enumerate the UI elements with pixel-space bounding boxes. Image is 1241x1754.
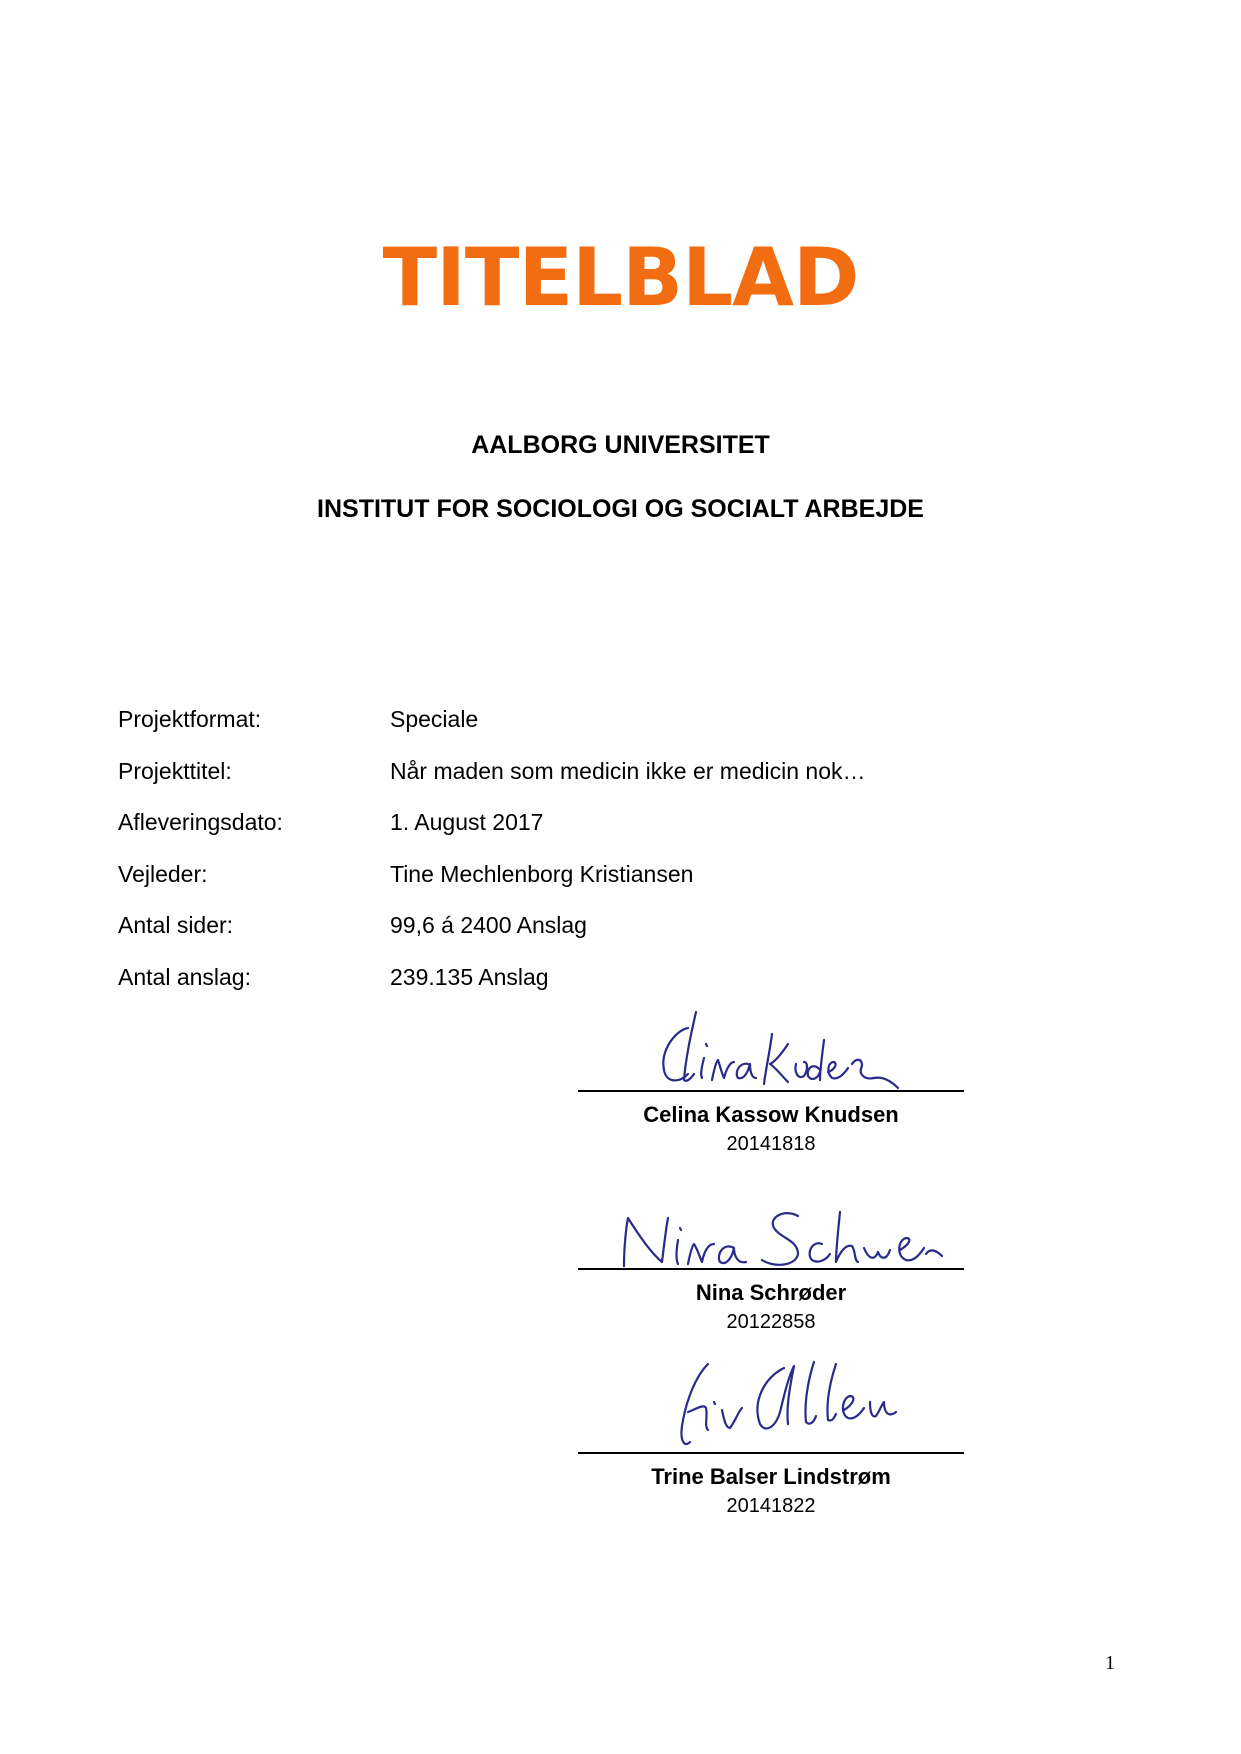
- info-value: Når maden som medicin ikke er medicin nok…: [390, 757, 866, 784]
- info-label: Projektformat:: [118, 706, 262, 732]
- handwritten-signature: [608, 1198, 948, 1274]
- signatory-name: Trine Balser Lindstrøm: [651, 1464, 891, 1489]
- student-id: 20122858: [726, 1311, 816, 1333]
- info-row-projekttitel: [118, 757, 1018, 812]
- info-label: Antal anslag:: [118, 963, 251, 990]
- info-value: Speciale: [390, 706, 479, 732]
- handwritten-signature: [664, 1356, 924, 1456]
- info-row-projektformat: [118, 708, 1018, 760]
- info-value: 239.135 Anslag: [390, 963, 549, 990]
- institute-name: INSTITUT FOR SOCIOLOGI OG SOCIALT ARBEJDE: [317, 495, 924, 523]
- signature-line: [578, 1452, 964, 1454]
- info-label: Afleveringsdato:: [118, 809, 283, 835]
- university-name: AALBORG UNIVERSITET: [471, 431, 770, 459]
- page-title: TITELBLAD: [382, 231, 859, 324]
- signature-block-celina: [578, 1000, 964, 1160]
- info-row-vejleder: [118, 860, 1018, 915]
- info-value: 99,6 á 2400 Anslag: [390, 912, 587, 938]
- info-value: Tine Mechlenborg Kristiansen: [390, 860, 694, 887]
- student-id: 20141818: [726, 1133, 816, 1155]
- signature-line: [578, 1268, 964, 1270]
- info-row-afleveringsdato: [118, 811, 1018, 863]
- student-id: 20141822: [726, 1495, 816, 1517]
- handwritten-signature: [648, 1000, 908, 1096]
- info-label: Antal sider:: [118, 912, 234, 938]
- project-info-list: [118, 708, 1018, 1017]
- info-label: Projekttitel:: [118, 757, 232, 784]
- signature-block-trine: [578, 1356, 964, 1516]
- signature-block-nina: [578, 1198, 964, 1338]
- signatory-name: Celina Kassow Knudsen: [643, 1102, 899, 1127]
- info-label: Vejleder:: [118, 860, 208, 887]
- signatory-name: Nina Schrøder: [695, 1280, 847, 1305]
- signature-line: [578, 1090, 964, 1092]
- info-value: 1. August 2017: [390, 809, 544, 835]
- page-number: 1: [1105, 1652, 1115, 1674]
- info-row-antal-sider: [118, 914, 1018, 966]
